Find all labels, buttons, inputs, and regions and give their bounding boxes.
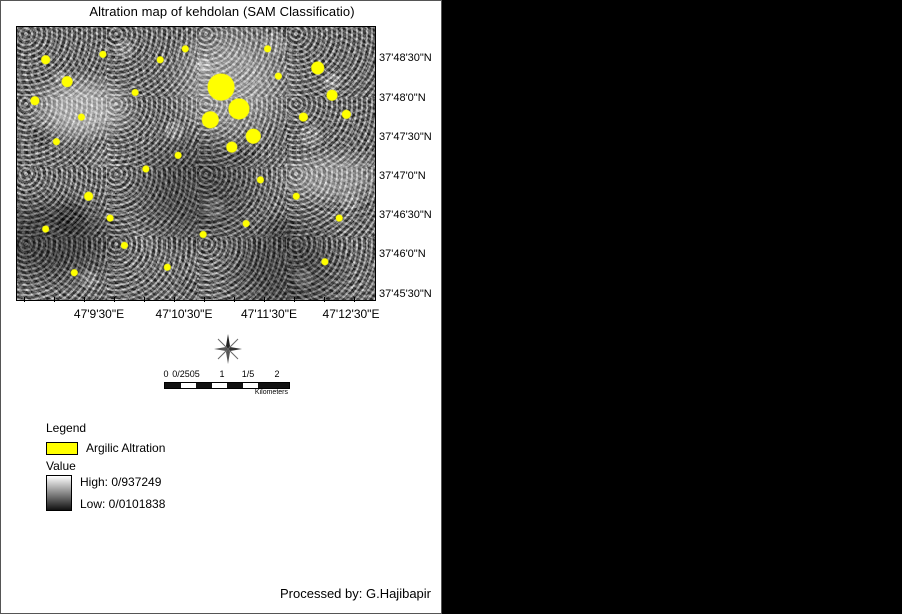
- scale-tick: 2: [274, 369, 280, 379]
- lat-label: 37'47'30"N: [379, 131, 432, 143]
- scale-tick: 0: [163, 369, 169, 379]
- legend-ramp-labels: [80, 475, 165, 511]
- lat-label: 37'48'30"N: [379, 52, 432, 64]
- scale-bar-graphic: [164, 382, 290, 389]
- credit-text: Processed by: G.Hajibapir: [279, 586, 431, 601]
- lat-label: 37'46'0"N: [379, 248, 426, 260]
- latitude-axis-labels: [379, 26, 443, 301]
- scale-tick: 1/5: [241, 369, 255, 379]
- legend: [46, 421, 306, 511]
- lon-label: 47'12'30"E: [322, 307, 380, 321]
- longitude-axis-labels: [16, 307, 380, 327]
- lon-label: 47'9'30"E: [73, 307, 125, 321]
- lon-label: 47'11'30"E: [241, 307, 297, 321]
- legend-item-argillic: [46, 441, 306, 455]
- legend-value-title: Value: [46, 459, 76, 473]
- longitude-tick-marks: [16, 297, 376, 302]
- scale-bar: [164, 369, 290, 396]
- lat-label: 37'46'30"N: [379, 209, 432, 221]
- legend-swatch-argillic: [46, 442, 78, 455]
- legend-label-argillic: Argilic Altration: [86, 441, 166, 455]
- argillic-alteration-overlay: [17, 27, 375, 300]
- raster-map-frame[interactable]: [16, 26, 376, 301]
- lat-label: 37'48'0"N: [379, 92, 426, 104]
- legend-low-label: Low: 0/0101838: [80, 497, 166, 511]
- lat-label: 37'45'30"N: [379, 288, 432, 300]
- lon-label: 47'10'30"E: [155, 307, 213, 321]
- north-arrow-icon: [214, 333, 242, 365]
- scale-tick: 0/2505: [172, 369, 200, 379]
- scale-bar-units: Kilometers: [254, 389, 288, 396]
- map-title: Altration map of kehdolan (SAM Classificatio): [89, 4, 355, 19]
- map-sheet: [0, 0, 442, 614]
- legend-high-label: High: 0/937249: [80, 475, 162, 489]
- legend-gradient-swatch: [46, 475, 72, 511]
- scale-tick: 1: [219, 369, 225, 379]
- legend-value-ramp: [46, 475, 306, 511]
- legend-title: Legend: [46, 421, 87, 435]
- lat-label: 37'47'0"N: [379, 170, 426, 182]
- scale-bar-ticks: [164, 369, 290, 381]
